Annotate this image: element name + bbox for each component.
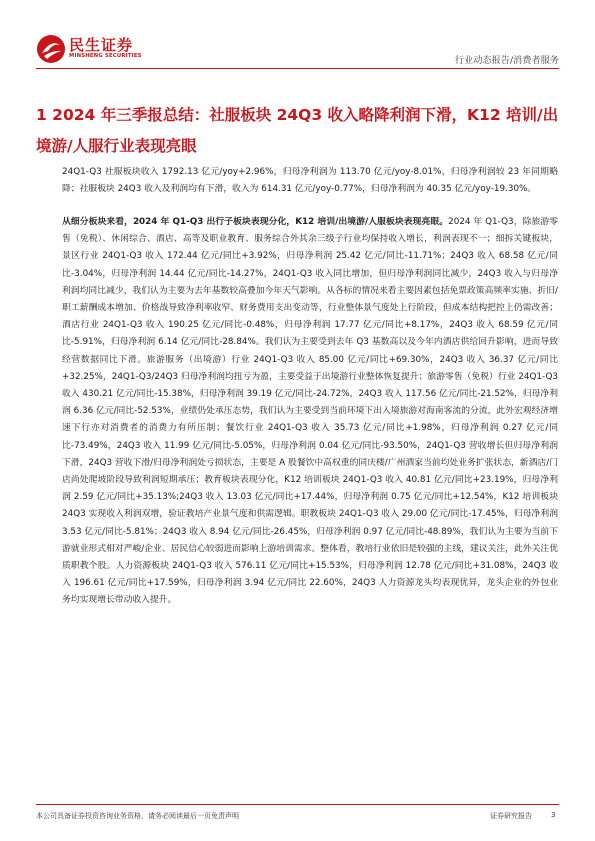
segment-analysis-paragraph — [62, 214, 558, 610]
paragraph-body: 2024 年 Q1-Q3，除旅游零售（免税）、休闲综合、酒店、高等及职业教育、服务综合外其余三级子行业均保持收入增长，利润表现不一；细拆关键板块，景区行业 24Q1-Q3 收入 172.44 亿元/同比+3.92%，归母净利润 25.42 亿元/同比-11.71%；24Q3 收入 68.58 亿元/同比-3.04%，归母净利润 14.44 亿元/同比-14.27%，24Q1-Q3 收入同比增加，但归母净利润同比减少，24Q3 收入与归母净利润均同比减少，我们认为主要为去年基数较高叠加今年天气影响。从各标的情况来看主要因素包括免票政策高频率实施、折旧/职工薪酬成本增加、价格战导致净利率收窄、财务费用支出变动等，行业整体景气度处上行阶段，但成本结构把控上仍需改善；酒店行业 24Q1-Q3 收入 190.25 亿元/同比-0.48%，归母净利润 17.77 亿元/同比+8.17%，24Q3 收入 68.59 亿元/同比-5.91%，归母净利润 6.14 亿元/同比-28.84%。我们认为主要受到去年 Q3 基数高以及今年内酒店供给回升影响，进而导致经营数据同比下滑。旅游服务（出境游）行业 24Q1-Q3 收入 85.00 亿元/同比+69.30%，24Q3 收入 36.37 亿元/同比+32.25%，24Q1-Q3/24Q3 归母净利润均扭亏为盈，主要受益于出境游行业整体恢复提升；旅游零售（免税）行业 24Q1-Q3 收入 430.21 亿元/同比-15.38%，归母净利润 39.19 亿元/同比-24.72%，24Q3 收入 117.56 亿元/同比-21.52%，归母净利润 6.36 亿元/同比-52.53%，业绩仍处承压态势，我们认为主要受到当前环境下出入境旅游对海南客流的分流，此外宏观经济增速下行亦对消费者的消费力有所压制；餐饮行业 24Q1-Q3 收入 35.73 亿元/同比+1.98%，归母净利润 0.27 亿元/同比-73.49%，24Q3 收入 11.99 亿元/同比-5.05%，归母净利润 0.04 亿元/同比-93.50%，24Q1-Q3 营收增长但归母净利润下滑，24Q3 营收下滑/归母净利润处亏损状态，主要是 A 股餐饮中高权重的同庆楼/广州酒家当前均处业务扩张状态，新酒店/门店尚处爬坡阶段导致利润短期承压；教育板块表现分化，K12 培训板块 24Q1-Q3 收入 40.81 亿元/同比+23.19%，归母净利润 2.59 亿元/同比+35.13%;24Q3 收入 13.03 亿元/同比+17.44%，归母净利润 0.75 亿元/同比+12.54%，K12 培训板块 24Q3 实现收入利润双增，验证教培产业景气度和供需逻辑。职教板块 24Q1-Q3 收入 29.00 亿元/同比-17.45%，归母净利润 3.53 亿元/同比-5.81%；24Q3 收入 8.94 亿元/同比-26.45%，归母净利润 0.97 亿元/同比-48.89%，我们认为主要为当前下游就业形式相对严峻/企业、居民信心较弱进而影响上游培训需求。整体看，教培行业依旧是较强的主线，建议关注，此外关注优质职教个股。人力资源板块 24Q1-Q3 收入 576.11 亿元/同比+15.53%，归母净利润 12.78 亿元/同比+31.08%，24Q3 收入 196.61 亿元/同比+17.59%，归母净利润 3.94 亿元/同比 22.60%，24Q3 人力资源龙头均表现优异，龙头企业的外包业务均实现增长带动收入提升。 — [62, 217, 558, 606]
brand-name-cn: 民生证券 — [69, 36, 134, 54]
footer-disclaimer: 本公司具备证券投资咨询业务资格，请务必阅读最后一页免责声明 — [36, 812, 239, 820]
page-number: 3 — [551, 811, 556, 819]
brand-name-en: MINSHENG SECURITIES — [69, 53, 142, 59]
page-header — [0, 0, 595, 68]
report-section: 行业动态报告/消费者服务 — [454, 55, 559, 66]
header-divider — [36, 68, 559, 69]
paragraph-lead: 从细分板块来看，2024 年 Q1-Q3 出行子板块表现分化，K12 培训/出境游/人服板块表现亮眼。 — [62, 217, 449, 227]
summary-paragraph: 24Q1-Q3 社服板块收入 1792.13 亿元/yoy+2.96%，归母净利润为 113.70 亿元/yoy-8.01%，归母净利润较 23 年同期略降；社服板块 24Q3 收入及利润均有下滑，收入为 614.31 亿元/yoy-0.77%，归母净利润为 40.35 亿元/yoy-19.30%。 — [62, 167, 558, 195]
minsheng-logo-icon — [36, 34, 66, 64]
section-title: 1 2024 年三季报总结：社服板块 24Q3 收入略降利润下滑，K12 培训/出境游/人服行业表现亮眼 — [36, 106, 559, 155]
footer-report-type: 证券研究报告 — [490, 812, 532, 820]
brand-logo — [36, 34, 166, 68]
footer-divider — [36, 804, 559, 805]
